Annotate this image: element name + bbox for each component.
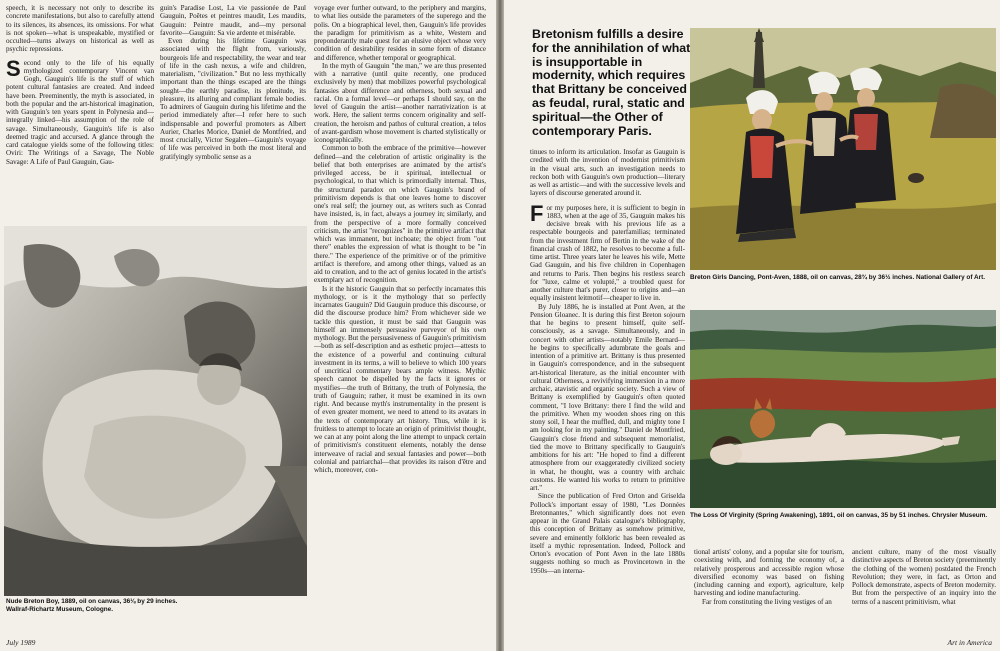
left-col3-paragraph: In the myth of Gauguin "the man," we are thus presented with a narrative (until quite recently, one produced exclusively by men) that mobilizes powerful psychological fantasies about difference and otherness, both sexual and racial. On a formal level—or perhaps I should say, on the level of Gauguin the artist—another narrativization is at work. Here, the salient terms concern originality and self-creation, the heroism and pathos of cultural creation, a telos of avant-gardism whose movement is charted stylistically or iconographically. (314, 61, 486, 144)
left-column-3 (314, 4, 486, 636)
left-column-2 (160, 4, 306, 222)
right-col1-lead-text: or my purposes here, it is sufficient to begin in 1883, when at the age of 35, Gauguin makes his decisive break with his previous life as a respectable bourgeois and paterfamilias; terminated from the investment firm of Bertin in the wake of the financial crash of 1882, he resolves to become a full-time artist. Three years later he leaves his wife, Mette Gad Gauguin, and his five children in Copenhagen and returns to Paris. Then begins his restless search for "luxe, calme et volupté," a troubled quest for another culture that's purer, closer to origins and—an equally insistent leitmotif—cheaper to live in. (530, 203, 685, 303)
left-col3-paragraph: Common to both the embrace of the primitive—however defined—and the celebration of artistic originality is the belief that both enterprises are animated by the artist's privileged access, be it spiritual, intellectual or psychological, to that which is primordially internal. Thus, the structural paradox on which Gauguin's brand of primitivism depends is that one leaves home to discover one's real self; the journey out, as writers such as Conrad have insisted, is, in fact, always a journey in; similarly, and from the perspective of a more formally conceived criticism, the artist "recognizes" in the primitive artifact that which was immanent, but inchoate; the object from "out there" enables the expression of what is thought to be "in there." The experience of the primitive or of the primitive artifact is therefore, and among other things, valued as an aid to creation, and to the act of genius located in the artist's exemplary act of recognition. (314, 144, 486, 285)
right-col1-paragraph: By July 1886, he is installed at Pont Aven, at the Pension Gloanec. It is during this first Breton sojourn that he begins to present himself, quite self-consciously, as a savage. Simultaneously, and in concert with other artists—notably Emile Bernard—he begins to specifically adumbrate the goals and intention of a primitive art. Brittany is thus presented in Gauguin's correspondence, and in the subsequent art-historical literature, as the initial encounter with cultural Otherness, a revivifying immersion in a more archaic, atavistic and organic society. Such a view of Brittany is exemplified by Gauguin's often quoted comment, "I love Brittany: there I find the wild and the primitive. When my wooden shoes ring on this stony soil, I hear the muffled, dull, and mighty tone I am looking for in my painting." Daniel de Montfried, Gauguin's close friend and subsequent memorialist, tied the move to Brittany specifically to Gauguin's ambitions for his art: "He hoped to find a different atmosphere from our exaggeratedly civilized society in what, he thought, was a country with archaic customs. He wanted his works to return to primitive art." (530, 302, 685, 492)
figure-caption (6, 598, 306, 613)
painting-image (4, 226, 307, 596)
right-column-3 (852, 548, 996, 638)
left-column-1 (6, 4, 154, 222)
caption-line: Nude Breton Boy, 1889, oil on canvas, 36⅛ by 29 inches. (6, 598, 178, 605)
painting-loss-of-virginity (690, 310, 996, 508)
painting-breton-girls-dancing (690, 28, 996, 270)
right-col1-paragraph: tinues to inform its articulation. Insofar as Gauguin is credited with the invention of modernist primitivism in the visual arts, such an investigation needs to reckon both with Gauguin's own production—literary as well as artistic—and with the successive levels and layers of discourse generated around it. (530, 148, 685, 198)
left-col3-paragraph: voyage ever further outward, to the periphery and margins, to what lies outside the parameters of the superego and the polis. On a biographical level, then, Gauguin's life provides the paradigm for primitivism as a white, Western and preponderantly male quest for an elusive object whose very condition of desirability resides in some form of distance and difference, whether temporal or geographical. (314, 4, 486, 62)
caption-line: Wallraf-Richartz Museum, Cologne. (6, 605, 113, 613)
left-col2-paragraph: guin's Paradise Lost, La vie passionée de Paul Gauguin, Poêtes et peintres maudit, Les maudits, Gauguin: Peintre maudit, and—my personal favorite—Gauguin: Sa vie ardente et misérable. (160, 4, 306, 37)
left-col1-lead-text: econd only to the life of his equally mythologized contemporary Vincent van Gogh, Gauguin's life is the stuff of which potent cultural fantasies are created. And indeed have been. Preeminently, the myth is associated, in both the popular and the art-historical imagination, with Gauguin's ten years spent in Polynesia and—integrally linked—his assumption of the role of savage. Simultaneously, Gauguin's life is also deemed tragic and accursed. A glance through the card catalogue yields some of the following titles: Oviri: The Writings of a Savage, The Noble Savage: A Life of Paul Gauguin, Gau- (6, 58, 154, 166)
pull-quote: Bretonism fulfills a desire for the annihilation of what is insupportable in modernity, which requires that Brittany be conceived as feudal, rural, static and spiritual—the Other of contemporary Paris. (532, 27, 691, 138)
right-col1-lead-paragraph (530, 200, 685, 303)
right-column-1 (530, 148, 685, 638)
right-col2-paragraph: Far from constituting the living vestiges of an (702, 597, 832, 606)
figure-caption: Breton Girls Dancing, Pont-Aven, 1888, oil on canvas, 28¾ by 36½ inches. National Gallery of Art. (690, 274, 986, 281)
right-col1-paragraph: Since the publication of Fred Orton and Griselda Pollock's important essay of 1980, "Les Données Bretonnantes," which significantly does not even appear in the Grand Palais catalogue's bibliography, this conception of Brittany as somehow primitive, severe and eminently folkloric has been revealed as itself a mythic representation. Indeed, Pollock and Orton's evocation of Pont Aven in the late 1880s suggests nothing so much as Provincetown in the 1950s—an interna- (530, 492, 685, 575)
right-col2-paragraph: tional artists' colony, and a popular site for tourism, coexisting with, and forming the economy of, a relatively prosperous and accessible region whose diversified economy was based on fishing (including canning and export), agriculture, kelp harvesting and iodine manufacturing. (694, 548, 844, 598)
page-folio: Art in America (947, 638, 992, 647)
painting-image (690, 28, 996, 270)
drop-cap: F (530, 200, 544, 226)
left-col1-lead-paragraph (6, 55, 154, 166)
page-folio: July 1989 (6, 638, 36, 647)
painting-image (690, 310, 996, 508)
left-page (0, 0, 496, 651)
right-column-2 (694, 548, 844, 638)
drop-cap: S (6, 55, 21, 81)
left-col1-paragraph: speech, it is necessary not only to describe its concrete manifestations, but also to carefully attend to its silences, its absences, its omissions. For what is not spoken—what is unspeakable, mystified or occulted—turns always on historical as well as psychic repressions. (6, 4, 154, 54)
figure-caption: The Loss Of Virginity (Spring Awakening), 1891, oil on canvas, 35 by 51 inches. Chrysler Museum. (690, 512, 988, 519)
left-col2-paragraph: Even during his lifetime Gauguin was associated with the flight from, variously, bourgeois life and respectability, the wear and tear of life in the cash nexus, a wife and children, materialism, "civilization." But no less mythically important than the things escaped are the things sought—the earthly paradise, its plenitude, its pleasure, its alluring and compliant female bodies. To admirers of Gauguin during his lifetime and the period immediately after—I refer here to such indispensable and powerful promoters as Albert Aurier, Charles Morice, Daniel de Montfried, and most crucially, Victor Segalen—Gauguin's voyage of life was perceived in both the most literal and gratifyingly symbolic sense as a (160, 37, 306, 161)
left-col3-paragraph: Is it the historic Gauguin that so perfectly incarnates this mythology, or is it the mythology that so perfectly incarnates Gauguin? Did Gauguin produce this discourse, or did the discourse produce him? From whichever side we tackle this question, it must be said that Gauguin was himself an immensely persuasive purveyor of his own mythology. But the persuasiveness of Gauguin's primitivism—both as self-description and as esthetic project—attests to the existence of a powerful and continuing cultural investment in its terms, a will to believe to which 100 years of uncritical commentary bears ample witness. Mythic speech cannot be dispelled by the facts it ignores or mystifies—the truth of Brittany, the truth of Polynesia, the truth of Gauguin; rather, it must be examined in its own right. And because myth's instrumentality in the present is of even greater moment, we need to attend to its avatars in the texts of contemporary art history. Thus, while it is fruitless to attempt to locate an origin of primitivist thought, we can at any point along the line attempt to unpack certain of primitivism's constituent elements, notably the dense interweave of racial and sexual fantasies and power—both colonial and patriarchal—that provides its raison d'être and which, moreover, con- (314, 284, 486, 474)
page-gutter (496, 0, 504, 651)
right-col3-paragraph: ancient culture, many of the most visually distinctive aspects of Breton society (preeminently the clothing of the women) postdated the French Revolution; they were, in fact, as Orton and Pollock demonstrate, aspects of Breton modernity. But from the perspective of an inquiry into the terms of a nascent primitivism, what (852, 548, 996, 606)
right-page (504, 0, 1000, 651)
painting-nude-breton-boy (4, 226, 307, 596)
